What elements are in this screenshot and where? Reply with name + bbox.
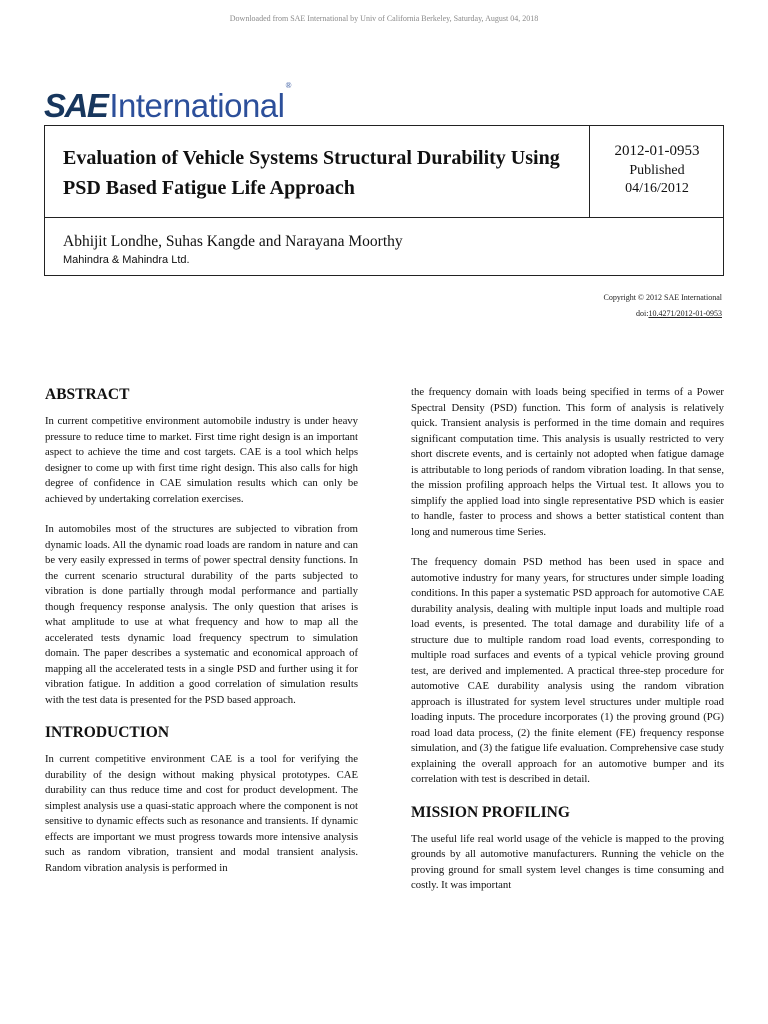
registered-mark: ® xyxy=(285,81,292,90)
paper-header-box xyxy=(44,125,724,276)
mission-profiling-paragraph-1: The useful life real world usage of the vehicle is mapped to the proving grounds by all automotive manufacturers. Running the vehicle on the proving ground for small system level changes is time consuming and costly. It was important xyxy=(411,832,724,891)
published-label: Published xyxy=(629,163,685,178)
abstract-paragraph-1: In current competitive environment automobile industry is under heavy pressure to reduce time to market. First time right design is an important aspect to achieve the time and cost targets. CAE is a tool which helps designer to come up with first time right design. This also calls for high degree of confidence in CAE simulation results which can only be achieved by undertaking correlation exercises. xyxy=(45,415,358,505)
copyright-block xyxy=(603,290,722,322)
introduction-heading: INTRODUCTION xyxy=(45,724,170,741)
right-paragraph-2: The frequency domain PSD method has been used in space and automotive industry for many years, for structures under simple loading conditions. In this paper a systematic PSD approach for automotive CAE durability analysis, dealing with multiple input loads and multiple road load events, is presented. The total damage and durability life of a structure due to multiple random road load events, corresponding to multiple road surfaces and events of a typical vehicle proving ground test, are derived and implemented. A practical three-step procedure for automotive CAE durability analysis using the random vibration approach is illustrated for system level structures under multiple road loading inputs. The procedure incorporates (1) the proving ground (PG) road load data process, (2) the finite element (FE) frequency response simulation, and (3) the fatigue life evaluation. Comprehensive case study explaining the overall approach for an automotive bumper and its correlation with test is described in detail. xyxy=(411,556,724,785)
mission-profiling-heading: MISSION PROFILING xyxy=(411,803,570,821)
left-column xyxy=(45,385,358,891)
title-cell xyxy=(45,126,590,218)
abstract-heading: ABSTRACT xyxy=(45,386,130,403)
logo-international-text: International xyxy=(109,87,285,124)
right-paragraph-1: the frequency domain with loads being specified in terms of a Power Spectral Density (PSD) function. This form of analysis is relatively quick. Transient analysis is performed in the time domain and requires significant computation time. This analysis is usually restricted to very short discrete events, and is certainly not adopted when fatigue damage is attributable to long periods of random vibration loading. In that sense, the mission profiling approach helps the Virtual test. It allows you to simplify the applied load into single representative PSD which is easier to handle, faster to process and shows a better statistical content than long and numerous time Series. xyxy=(411,386,724,538)
paper-meta-cell xyxy=(590,126,724,218)
affiliation: Mahindra & Mahindra Ltd. xyxy=(63,254,190,266)
logo-sae-text: SAE xyxy=(44,87,108,124)
sae-international-logo xyxy=(44,82,292,122)
paper-id: 2012-01-0953 xyxy=(614,143,700,159)
doi-line xyxy=(603,306,722,322)
doi-label: doi: xyxy=(635,309,649,318)
copyright-line: Copyright © 2012 SAE International xyxy=(603,293,722,302)
doi-link[interactable]: 10.4271/2012-01-0953 xyxy=(648,309,722,318)
authors-block xyxy=(63,232,703,266)
paper-title: Evaluation of Vehicle Systems Structural Durability Using PSD Based Fatigue Life Approach xyxy=(63,147,560,199)
abstract-paragraph-2: In automobiles most of the structures are subjected to vibration from dynamic loads. All the dynamic road loads are random in nature and can be very easily expressed in terms of power spectral density functions. In the current scenario structural durability of the parts subjected to vibration is done partially through modal performance and partially though frequency response analysis. The only question that arises is what amplitude to use at what frequency and how to map all the accelerated tests dynamic load frequency spectrum to simulation domain. The paper describes a systematic and economical approach of mapping all the accelerated tests in a single PSD and further using it for vibration fatigue. In addition a good correlation of simulation results with the test data is presented for the PSD based approach. xyxy=(45,523,358,706)
download-note: Downloaded from SAE International by Univ of California Berkeley, Saturday, August 04, 2018 xyxy=(229,14,539,23)
published-date: 04/16/2012 xyxy=(625,181,689,196)
right-column xyxy=(411,385,724,909)
authors: Abhijit Londhe, Suhas Kangde and Narayana Moorthy xyxy=(63,233,403,250)
introduction-paragraph-1: In current competitive environment CAE is a tool for verifying the durability of the design without making physical prototypes. CAE durability can thus reduce time and cost for product development. The simplest analysis use a quasi-static approach where the component is not sensitive to dynamic effects such as resonance and transients. If dynamic effects are important we must progress towards more intensive analysis such as random vibration, transient and modal transient analysis. Random vibration analysis is performed in xyxy=(45,753,358,874)
